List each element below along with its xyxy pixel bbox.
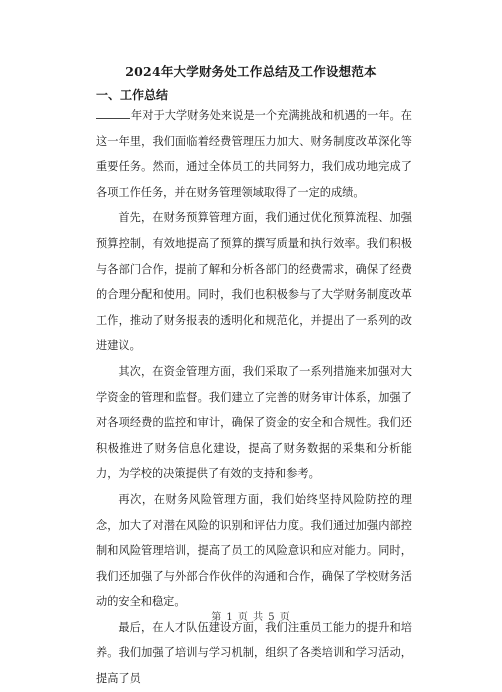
document-body (96, 103, 412, 692)
year-blank (96, 108, 130, 119)
paragraph-3: 其次，在资金管理方面，我们采取了一系列措施来加强对大学资金的管理和监督。我们建立了完善的财务审计体系，加强了对各项经费的监控和审计，确保了资金的安全和合规性。我们还积极推进了财务信息化建设，提高了财务数据的采集和分析能力，为学校的决策提供了有效的支持和参考。 (96, 364, 412, 481)
paragraph-2: 首先，在财务预算管理方面，我们通过优化预算流程、加强预算控制，有效地提高了预算的撰写质量和执行效率。我们积极与各部门合作，提前了解和分析各部门的经费需求，确保了经费的合理分配和使用。同时，我们也积极参与了大学财务制度改革工作，推动了财务报表的透明化和规范化，并提出了一系列的改进建议。 (96, 211, 412, 353)
paragraph-1-text: 年对于大学财务处来说是一个充满挑战和机遇的一年。在这一年里，我们面临着经费管理压力加大、财务制度改革深化等重要任务。然而，通过全体员工的共同努力，我们成功地完成了各项工作任务，并在财务管理领域取得了一定的成绩。 (96, 109, 412, 199)
paragraph-1 (96, 103, 412, 205)
paragraph-4: 再次，在财务风险管理方面，我们始终坚持风险防控的理念，加大了对潜在风险的识别和评估力度。我们通过加强内部控制和风险管理培训，提高了员工的风险意识和应对能力。同时，我们还加强了与外部合作伙伴的沟通和合作，确保了学校财务活动的安全和稳定。 (96, 492, 412, 609)
document-title: 2024年大学财务处工作总结及工作设想范本 (125, 64, 377, 79)
page-number-footer: 第 1 页 共 5 页 (211, 612, 291, 623)
paragraph-5: 最后，在人才队伍建设方面，我们注重员工能力的提升和培养。我们加强了培训与学习机制，组织了各类培训和学习活动，提高了员 (96, 620, 412, 686)
section-heading: 一、工作总结 (96, 88, 169, 102)
